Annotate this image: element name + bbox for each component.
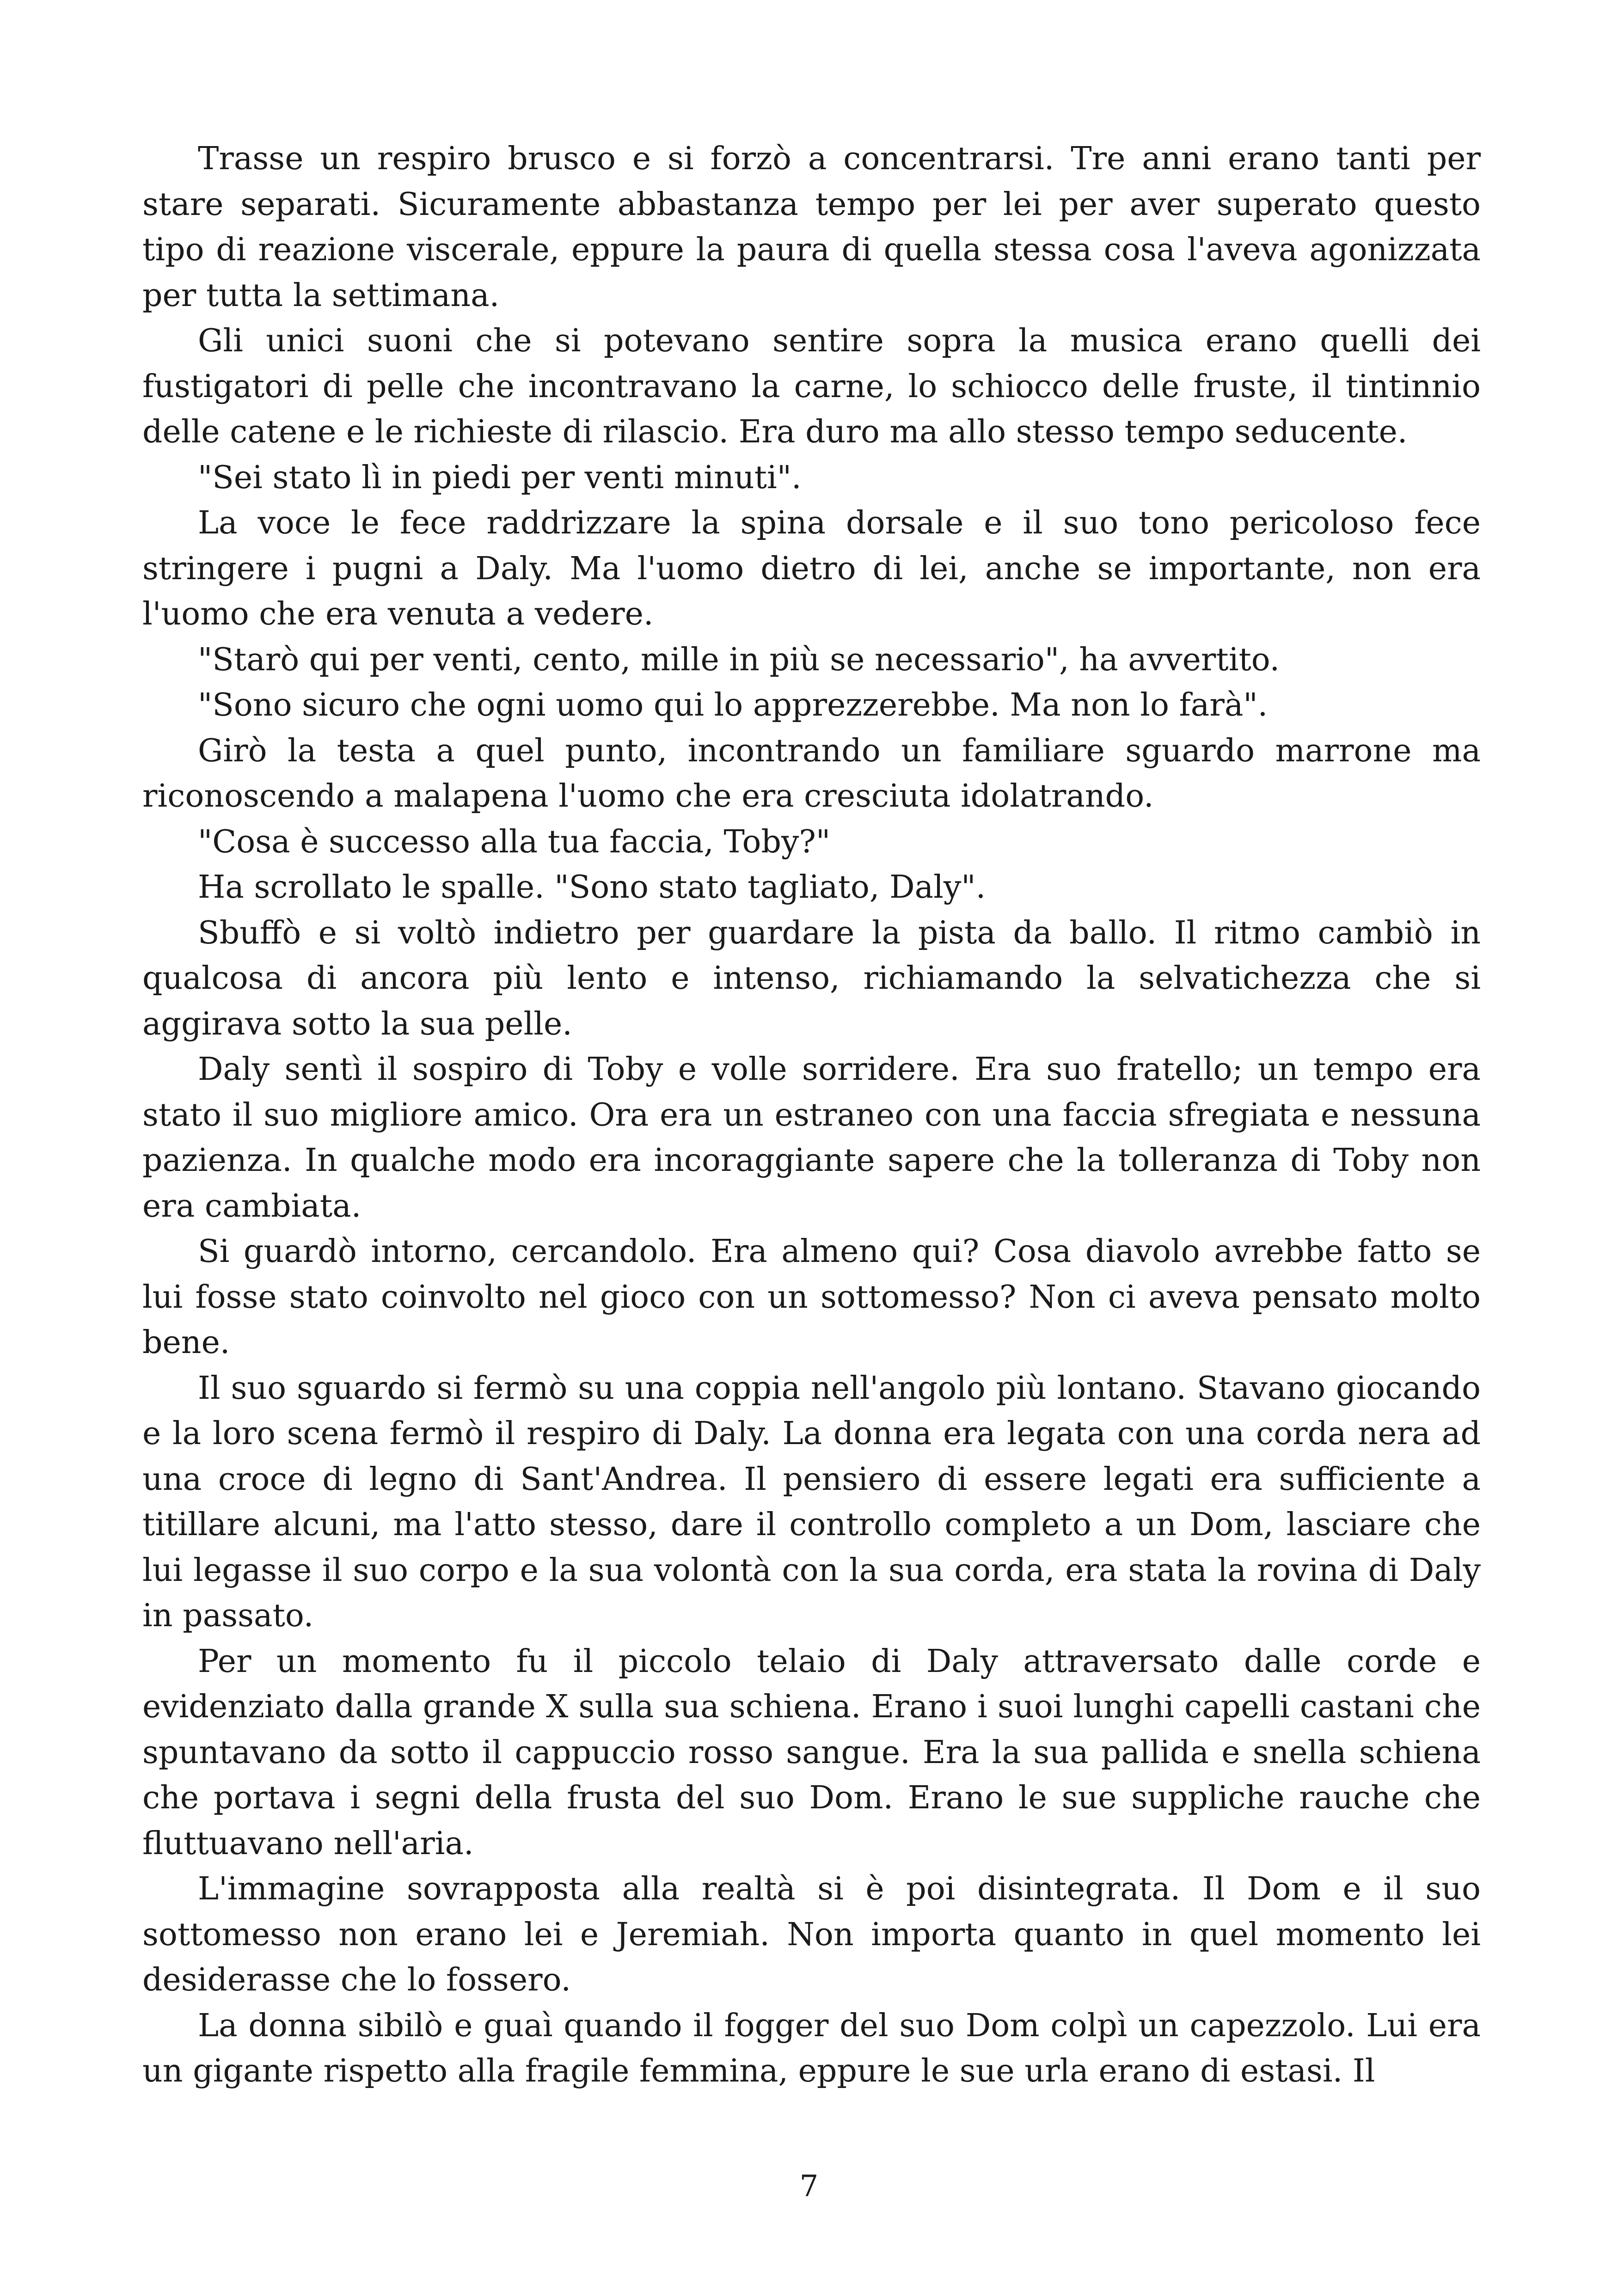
paragraph: Sbuffò e si voltò indietro per guardare la pista da ballo. Il ritmo cambiò in qualcosa di ancora più lento e intenso, richiamando la selvatichezza che si aggirava sotto la sua pelle. <box>142 914 1481 1042</box>
paragraph: Per un momento fu il piccolo telaio di Daly attraversato dalle corde e evidenziato dalla grande X sulla sua schiena. Erano i suoi lunghi capelli castani che spuntavano da sotto il cappuccio rosso sangue. Era la sua pallida e snella schiena che portava i segni della frusta del suo Dom. Erano le sue suppliche rauche che fluttuavano nell'aria. <box>142 1643 1481 1862</box>
paragraph: "Sono sicuro che ogni uomo qui lo apprezzerebbe. Ma non lo farà". <box>198 687 1268 723</box>
page-body <box>142 136 1481 2094</box>
paragraph: "Starò qui per venti, cento, mille in più se necessario", ha avvertito. <box>198 641 1280 678</box>
paragraph: Girò la testa a quel punto, incontrando un familiare sguardo marrone ma riconoscendo a malapena l'uomo che era cresciuta idolatrando. <box>142 732 1481 814</box>
paragraph: "Sei stato lì in piedi per venti minuti". <box>198 459 802 496</box>
paragraph: L'immagine sovrapposta alla realtà si è poi disintegrata. Il Dom e il suo sottomesso non erano lei e Jeremiah. Non importa quanto in quel momento lei desiderasse che lo fossero. <box>142 1871 1481 1998</box>
paragraph: "Cosa è successo alla tua faccia, Toby?" <box>198 823 831 860</box>
paragraph: Il suo sguardo si fermò su una coppia nell'angolo più lontano. Stavano giocando e la loro scena fermò il respiro di Daly. La donna era legata con una corda nera ad una croce di legno di Sant'Andrea. Il pensiero di essere legati era sufficiente a titillare alcuni, ma l'atto stesso, dare il controllo completo a un Dom, lasciare che lui legasse il suo corpo e la sua volontà con la sua corda, era stata la rovina di Daly in passato. <box>142 1370 1481 1634</box>
paragraph: Ha scrollato le spalle. "Sono stato tagliato, Daly". <box>198 869 986 906</box>
page-number: 7 <box>799 2169 819 2204</box>
paragraph: Gli unici suoni che si potevano sentire sopra la musica erano quelli dei fustigatori di pelle che incontravano la carne, lo schiocco delle fruste, il tintinnio delle catene e le richieste di rilascio. Era duro ma allo stesso tempo seducente. <box>142 323 1481 450</box>
paragraph: Daly sentì il sospiro di Toby e volle sorridere. Era suo fratello; un tempo era stato il suo migliore amico. Ora era un estraneo con una faccia sfregiata e nessuna pazienza. In qualche modo era incoraggiante sapere che la tolleranza di Toby non era cambiata. <box>142 1051 1481 1225</box>
paragraph: La voce le fece raddrizzare la spina dorsale e il suo tono pericoloso fece stringere i pugni a Daly. Ma l'uomo dietro di lei, anche se importante, non era l'uomo che era venuta a vedere. <box>142 505 1481 632</box>
paragraph: Si guardò intorno, cercandolo. Era almeno qui? Cosa diavolo avrebbe fatto se lui fosse stato coinvolto nel gioco con un sottomesso? Non ci aveva pensato molto bene. <box>142 1233 1481 1361</box>
paragraph: La donna sibilò e guaì quando il fogger del suo Dom colpì un capezzolo. Lui era un gigante rispetto alla fragile femmina, eppure le sue urla erano di estasi. Il <box>142 2007 1481 2089</box>
paragraph: Trasse un respiro brusco e si forzò a concentrarsi. Tre anni erano tanti per stare separati. Sicuramente abbastanza tempo per lei per aver superato questo tipo di reazione viscerale, eppure la paura di quella stessa cosa l'aveva agonizzata per tutta la settimana. <box>142 141 1481 314</box>
